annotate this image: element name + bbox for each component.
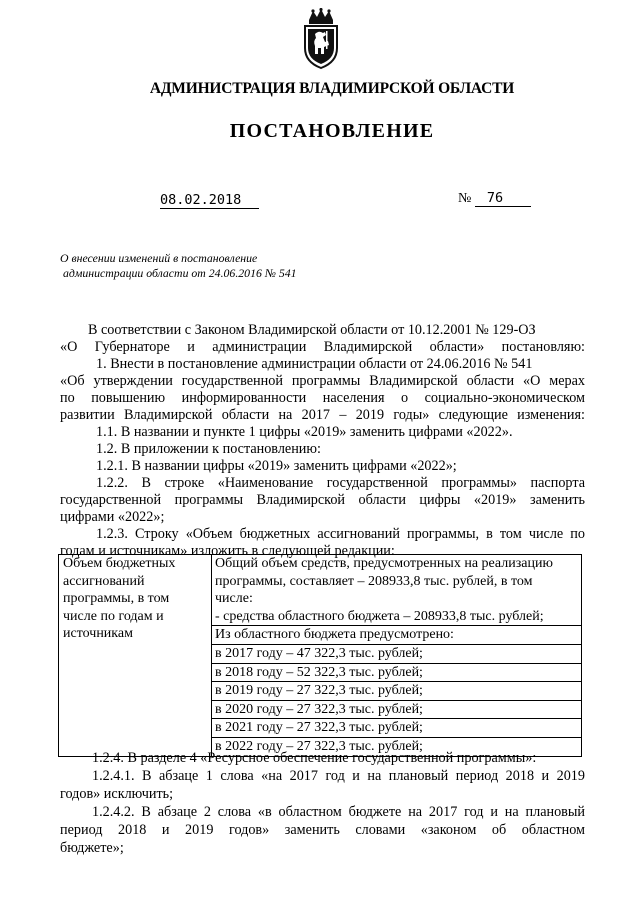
subject-line: О внесении изменений в постановление [60, 251, 258, 265]
body-line: 1.2.2. В строке «Наименование государственной программы» паспорта [96, 475, 585, 491]
body-line: 1.2.1. В названии цифры «2019» заменить цифрами «2022»; [96, 458, 457, 474]
table-cell-label [59, 555, 212, 757]
body-line: развитии Владимирской области на 2017 – 2019 годы» следующие изменения: [60, 407, 585, 423]
label-line: Объем бюджетных [63, 556, 176, 571]
label-line: программы, в том [63, 591, 170, 607]
value-line: в 2022 году – 27 322,3 тыс. рублей; [215, 738, 423, 754]
value-row [212, 626, 581, 645]
value-line: - средства областного бюджета – 208933,8 тыс. рублей; [215, 608, 544, 624]
body-line: 1.2.4.2. В абзаце 2 слова «в областном бюджете на 2017 год и на плановый [92, 804, 585, 820]
document-date: 08.02.2018 [160, 192, 259, 209]
value-line: Общий объем средств, предусмотренных на реализацию [215, 556, 553, 571]
body-line: государственной программы Владимирской области цифры «2019» заменить [60, 492, 585, 508]
value-line: в 2019 году – 27 322,3 тыс. рублей; [215, 683, 423, 699]
body-line: 1.2.4. В разделе 4 «Ресурсное обеспечение государственной программы»: [92, 750, 537, 766]
document-number [458, 190, 531, 207]
body-line: «О Губернаторе и администрации Владимирской области» постановляю: [60, 339, 585, 355]
body-line: 1. Внести в постановление администрации области от 24.06.2016 № 541 [96, 356, 533, 372]
organization-title: АДМИНИСТРАЦИЯ ВЛАДИМИРСКОЙ ОБЛАСТИ [149, 80, 515, 97]
value-line: Из областного бюджета предусмотрено: [215, 627, 454, 643]
body-line: бюджете»; [60, 840, 124, 856]
body-line: 1.2. В приложении к постановлению: [96, 441, 321, 457]
value-line: в 2020 году – 27 322,3 тыс. рублей; [215, 701, 423, 717]
value-line: в 2021 году – 27 322,3 тыс. рублей; [215, 720, 423, 736]
body-line: 1.2.4.1. В абзаце 1 слова «на 2017 год и на плановый период 2018 и 2019 [92, 768, 585, 784]
value-line: числе: [215, 591, 253, 607]
label-line: источникам [63, 626, 133, 642]
body-line: по повышению информированности населения о социально-экономическом [60, 390, 585, 406]
value-row [212, 719, 581, 738]
subject [60, 251, 297, 280]
table-row [59, 555, 582, 757]
coat-of-arms-icon [300, 8, 342, 70]
value-row [212, 701, 581, 720]
label-line: числе по годам и [63, 608, 164, 624]
value-row [212, 645, 581, 664]
body-line: период 2018 и 2019 годов» заменить словами «законом об областном [60, 822, 585, 838]
body-line: годам и источникам» изложить в следующей редакции: [60, 543, 395, 559]
value-row [212, 664, 581, 683]
value-row [212, 682, 581, 701]
body-line: цифрами «2022»; [60, 509, 165, 525]
body-line: годов» исключить; [60, 786, 174, 802]
body-line: 1.2.3. Строку «Объем бюджетных ассигнований программы, в том числе по [96, 526, 585, 542]
value-line: программы, составляет – 208933,8 тыс. рублей, в том [215, 573, 533, 589]
number-value: 76 [475, 190, 531, 207]
number-label: № [458, 191, 472, 206]
budget-table [58, 554, 582, 757]
label-line: ассигнований [63, 573, 145, 589]
body-line: В соответствии с Законом Владимирской области от 10.12.2001 № 129-ОЗ [88, 322, 536, 338]
value-line: в 2017 году – 47 322,3 тыс. рублей; [215, 645, 423, 661]
subject-line: администрации области от 24.06.2016 № 541 [63, 265, 297, 280]
body-line: «Об утверждении государственной программы Владимирской области «О мерах [60, 373, 585, 389]
table-cell-values [212, 555, 582, 757]
document-type: ПОСТАНОВЛЕНИЕ [229, 120, 435, 142]
value-row [212, 555, 581, 626]
value-line: в 2018 году – 52 322,3 тыс. рублей; [215, 664, 423, 680]
body-line: 1.1. В названии и пункте 1 цифры «2019» заменить цифрами «2022». [96, 424, 513, 440]
